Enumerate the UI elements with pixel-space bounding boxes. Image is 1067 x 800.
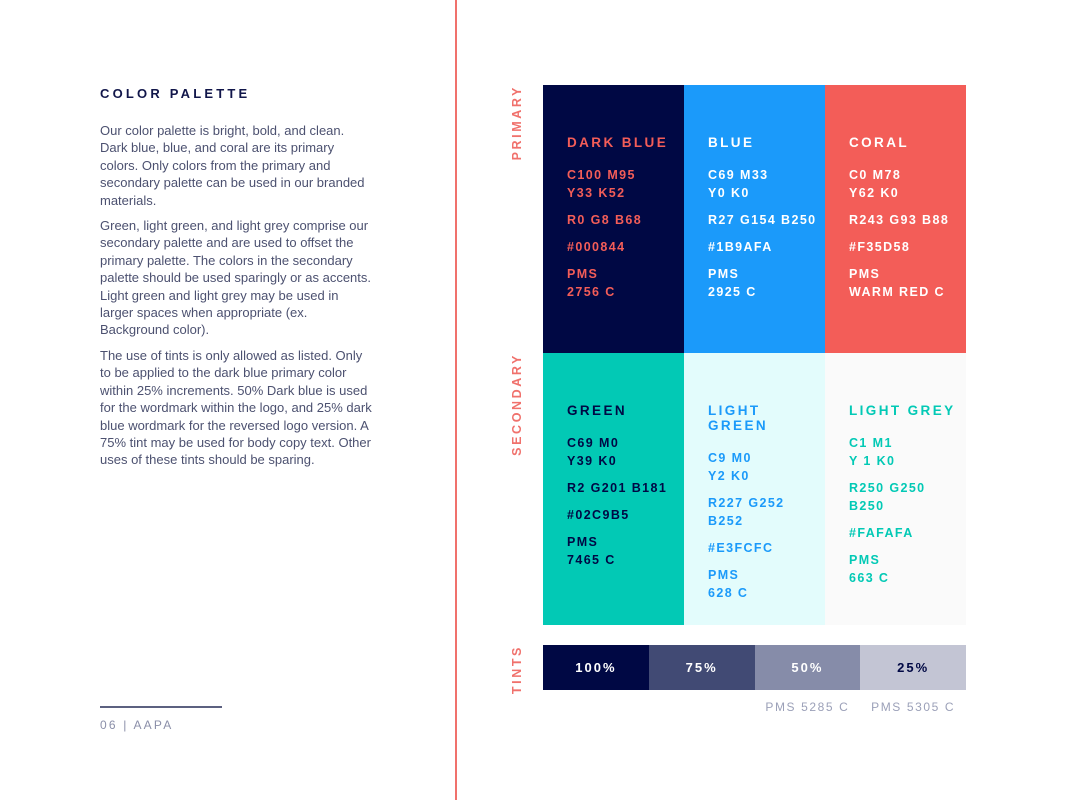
tint-pms-note-25: PMS 5305 C xyxy=(871,700,956,714)
swatch-pms-line2: 2925 C xyxy=(708,285,757,299)
swatch-green xyxy=(543,353,684,625)
body-paragraph-1: Our color palette is bright, bold, and clean. Dark blue, blue, and coral are its primary colors. Only colors from the primary and secondary palette can be used in our branded materials. xyxy=(100,123,365,208)
section-label-tints xyxy=(510,645,524,714)
swatch-title: DARK BLUE xyxy=(567,135,669,150)
swatch-rgb: R227 G252 B252 xyxy=(708,496,785,528)
secondary-row xyxy=(510,353,966,625)
swatch-title: CORAL xyxy=(849,135,909,150)
color-palette-grid xyxy=(510,85,966,714)
swatch-cmyk-line2: Y2 K0 xyxy=(708,469,750,483)
tint-label: 50% xyxy=(791,660,824,675)
swatch-pms-line2: 628 C xyxy=(708,586,749,600)
page-footer xyxy=(100,706,222,732)
swatch-cmyk-line2: Y33 K52 xyxy=(567,186,626,200)
swatch-pms-line1: PMS xyxy=(708,568,740,582)
section-label-primary-text: PRIMARY xyxy=(510,85,524,161)
swatch-light-grey xyxy=(825,353,966,625)
swatch-pms-line1: PMS xyxy=(849,267,881,281)
swatch-pms-line2: WARM RED C xyxy=(849,285,945,299)
swatch-cmyk xyxy=(567,434,676,470)
swatch-cmyk-line1: C69 M0 xyxy=(567,436,620,450)
swatch-pms xyxy=(708,566,817,602)
swatch-cmyk-line1: C69 M33 xyxy=(708,168,769,182)
swatch-pms-line1: PMS xyxy=(849,553,881,567)
swatch-cmyk-line1: C9 M0 xyxy=(708,451,752,465)
swatch-cmyk xyxy=(849,166,958,202)
section-label-primary xyxy=(510,85,524,353)
swatch-hex: #02C9B5 xyxy=(567,508,630,522)
body-paragraph-3: The use of tints is only allowed as listed. Only to be applied to the dark blue primary color within 25% increments. 50% Dark blue is used for the wordmark within the logo, and 25% dark blue wordmark for the reversed logo version. A 75% tint may be used for body copy text. Other uses of these tints should be sparing. xyxy=(100,347,372,468)
swatch-pms-line2: 2756 C xyxy=(567,285,616,299)
swatch-cmyk-line1: C100 M95 xyxy=(567,168,636,182)
tints-section xyxy=(510,645,966,714)
swatch-pms xyxy=(567,533,676,569)
swatch-rgb: R243 G93 B88 xyxy=(849,213,950,227)
swatch-hex: #1B9AFA xyxy=(708,240,773,254)
tint-label: 25% xyxy=(897,660,930,675)
swatch-coral xyxy=(825,85,966,353)
swatch-rgb: R250 G250 B250 xyxy=(849,481,926,513)
footer-rule xyxy=(100,706,222,708)
swatch-title: LIGHT GREY xyxy=(849,403,956,418)
tint-segment-25 xyxy=(860,645,966,690)
swatch-pms-line1: PMS xyxy=(567,267,599,281)
swatch-pms-line2: 663 C xyxy=(849,571,890,585)
swatch-title: GREEN xyxy=(567,403,628,418)
section-label-tints-text: TINTS xyxy=(510,645,524,695)
swatch-pms xyxy=(567,265,676,301)
swatch-pms xyxy=(849,551,958,587)
swatch-cmyk xyxy=(849,434,958,470)
swatch-cmyk-line1: C1 M1 xyxy=(849,436,893,450)
page-title: COLOR PALETTE xyxy=(100,86,251,101)
swatch-light-green xyxy=(684,353,825,625)
swatch-pms-line1: PMS xyxy=(567,535,599,549)
vertical-divider-line xyxy=(455,0,457,800)
swatch-cmyk xyxy=(708,449,817,485)
section-label-secondary xyxy=(510,353,524,625)
swatch-cmyk-line2: Y62 K0 xyxy=(849,186,900,200)
swatch-cmyk-line1: C0 M78 xyxy=(849,168,902,182)
swatch-pms-line1: PMS xyxy=(708,267,740,281)
swatch-cmyk xyxy=(567,166,676,202)
swatch-cmyk-line2: Y 1 K0 xyxy=(849,454,896,468)
left-text-column xyxy=(100,86,372,477)
swatch-rgb: R0 G8 B68 xyxy=(567,213,643,227)
page-number: 06 | AAPA xyxy=(100,718,174,732)
primary-row xyxy=(510,85,966,353)
swatch-blue xyxy=(684,85,825,353)
tint-pms-notes xyxy=(543,700,966,714)
swatch-pms xyxy=(708,265,817,301)
swatch-cmyk xyxy=(708,166,817,202)
swatch-title: BLUE xyxy=(708,135,755,150)
tint-segment-50 xyxy=(755,645,861,690)
section-label-secondary-text: SECONDARY xyxy=(510,353,524,456)
swatch-cmyk-line2: Y39 K0 xyxy=(567,454,618,468)
tints-bar xyxy=(543,645,966,690)
swatch-rgb: R2 G201 B181 xyxy=(567,481,668,495)
swatch-pms xyxy=(849,265,958,301)
swatch-rgb: R27 G154 B250 xyxy=(708,213,817,227)
tint-label: 100% xyxy=(575,660,617,675)
swatch-cmyk-line2: Y0 K0 xyxy=(708,186,750,200)
swatch-hex: #FAFAFA xyxy=(849,526,914,540)
swatch-hex: #E3FCFC xyxy=(708,541,774,555)
tint-pms-note-50: PMS 5285 C xyxy=(765,700,850,714)
tint-segment-100 xyxy=(543,645,649,690)
tint-label: 75% xyxy=(685,660,718,675)
swatch-dark-blue xyxy=(543,85,684,353)
swatch-title: LIGHT GREEN xyxy=(708,403,769,433)
swatch-hex: #F35D58 xyxy=(849,240,911,254)
body-paragraph-2: Green, light green, and light grey comprise our secondary palette and are used to offset the primary palette. The colors in the secondary palette should be used sparingly or as accents. Light green and light grey may be used in larger spaces when appropriate (ex. Background color). xyxy=(100,218,372,338)
swatch-hex: #000844 xyxy=(567,240,626,254)
tint-segment-75 xyxy=(649,645,755,690)
swatch-pms-line2: 7465 C xyxy=(567,553,616,567)
